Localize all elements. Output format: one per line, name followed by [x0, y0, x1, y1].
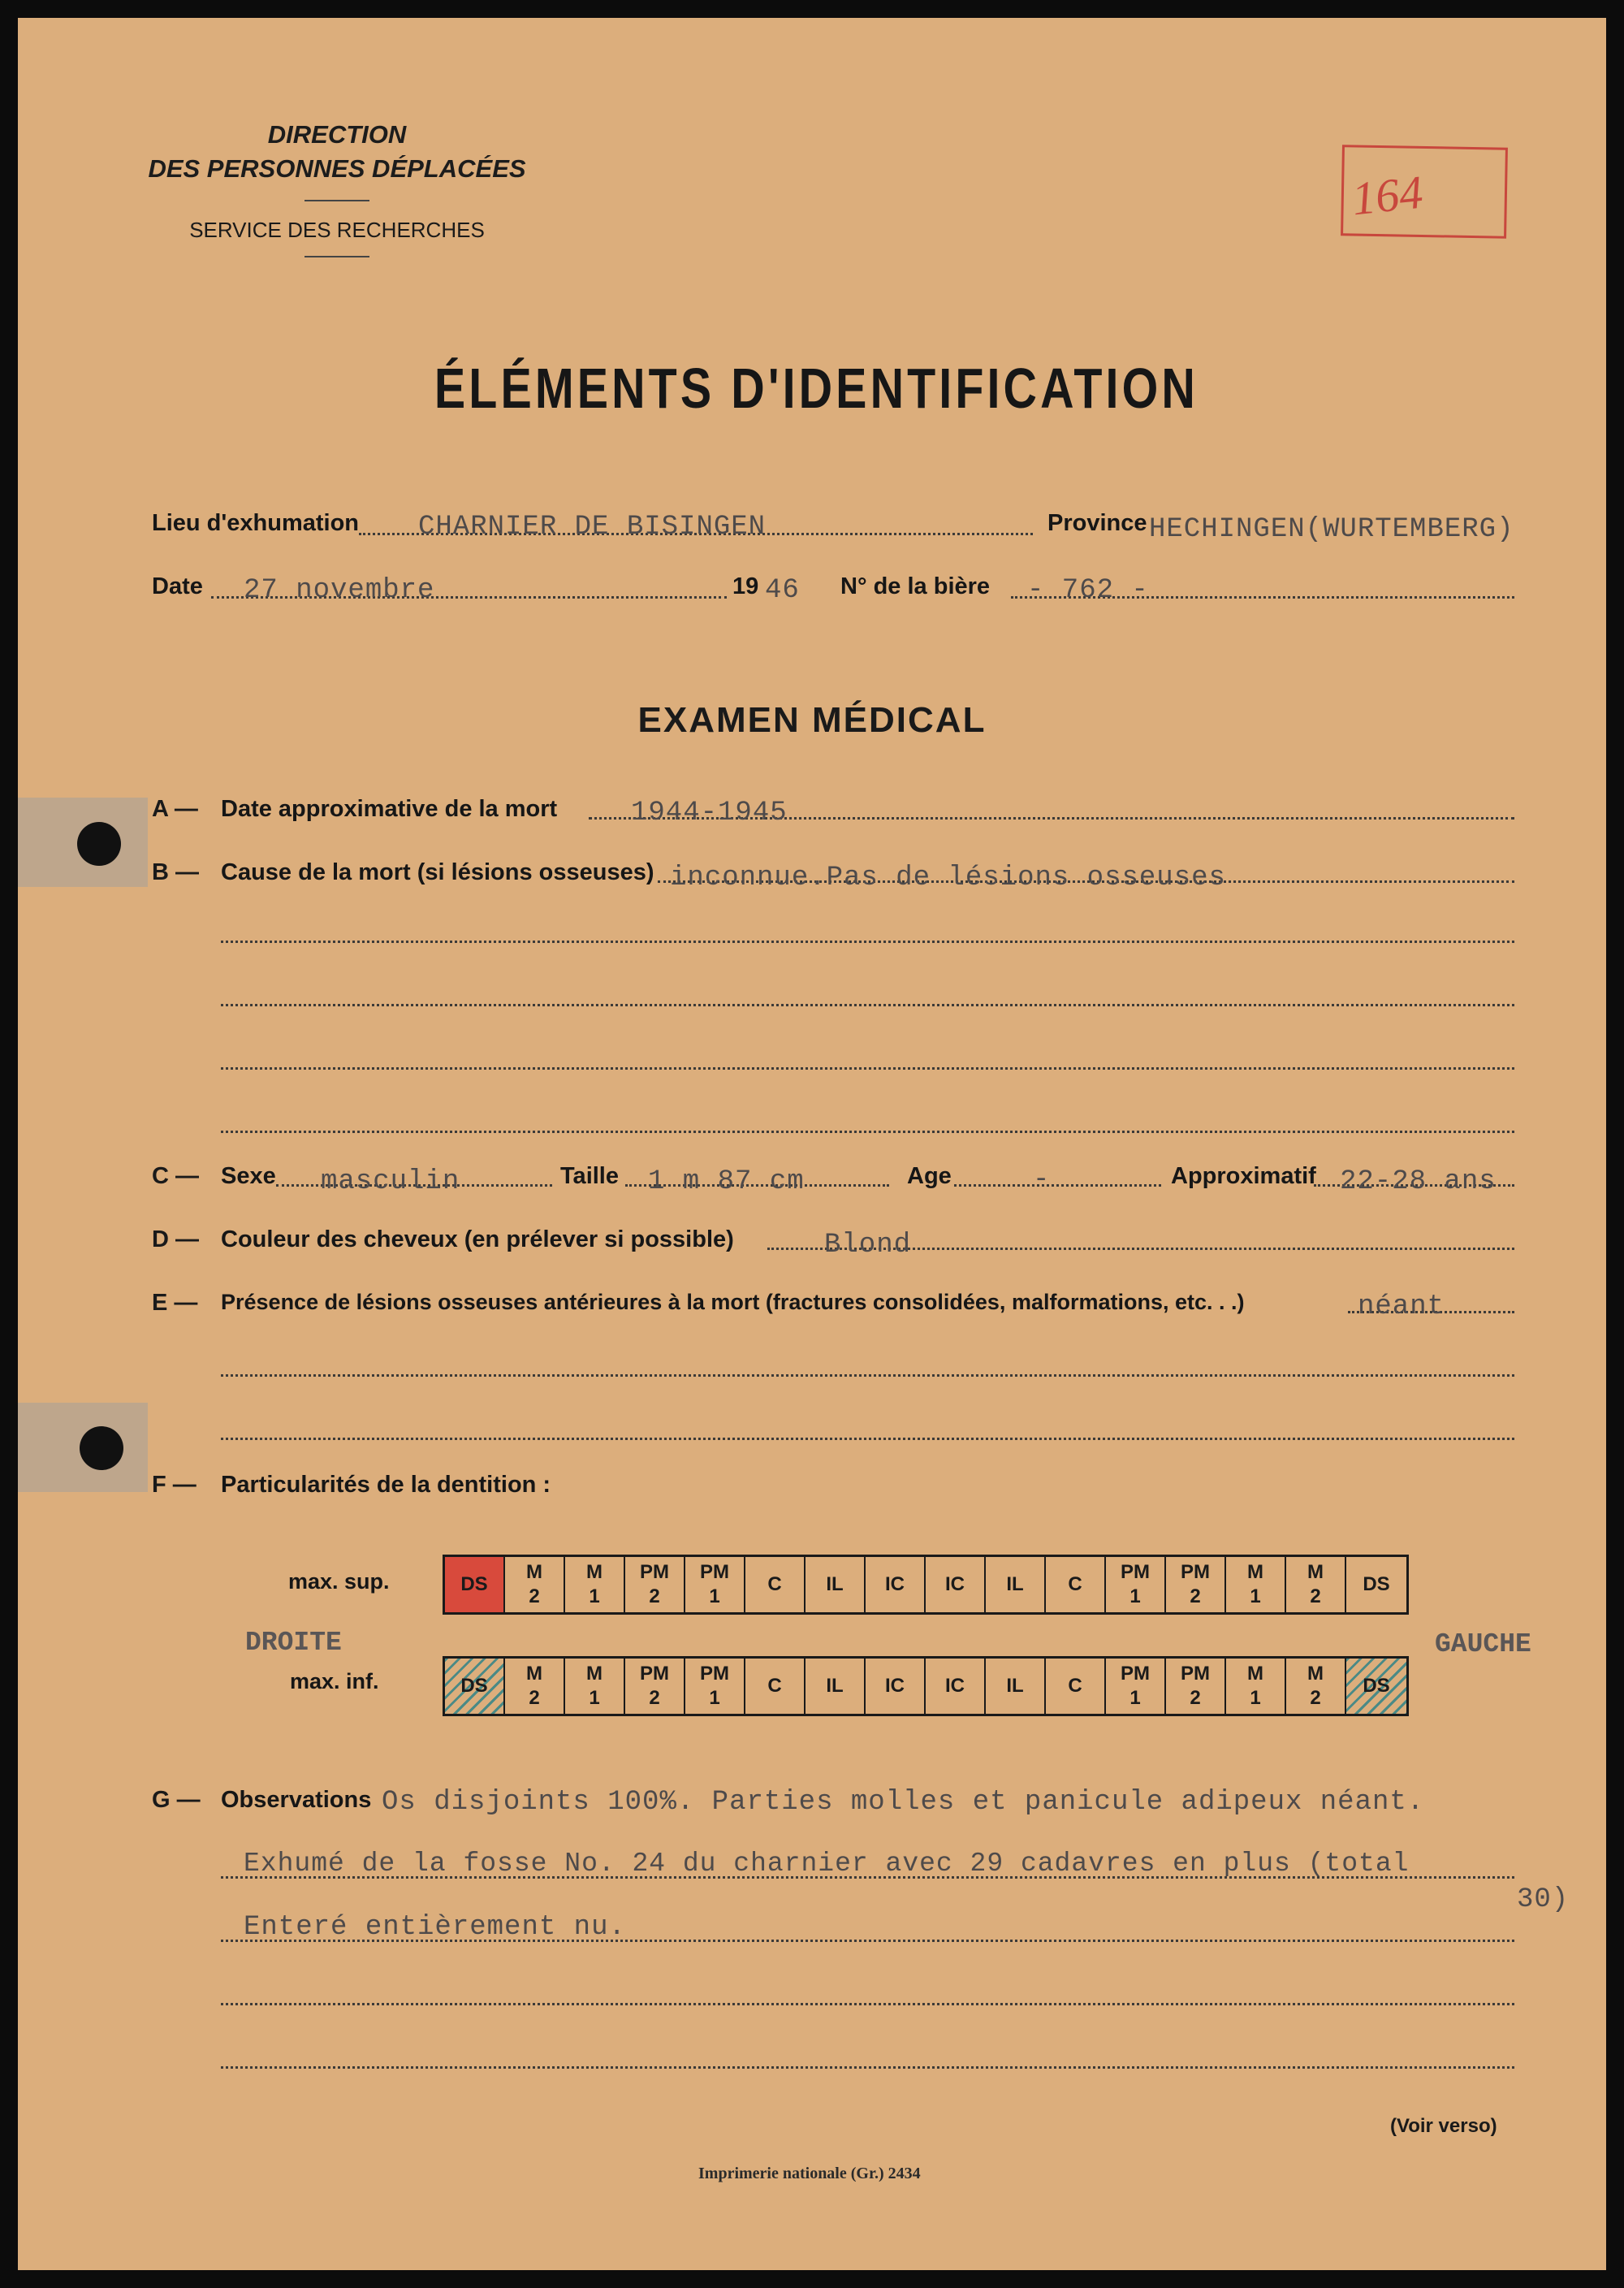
- inf-tooth-11: [1106, 1659, 1166, 1714]
- inf-tooth-5: [745, 1659, 806, 1714]
- tooth-code: PM: [1121, 1561, 1150, 1583]
- age-value: -: [1033, 1165, 1051, 1196]
- item-d-value: Blond: [824, 1230, 912, 1261]
- item-b-letter: B —: [152, 859, 199, 885]
- service-name: SERVICE DES RECHERCHES: [189, 218, 485, 242]
- max-inf-label: max. inf.: [290, 1669, 379, 1693]
- obs-line-1: Os disjoints 100%. Parties molles et panicule adipeux néant.: [382, 1787, 1425, 1818]
- inf-tooth-9: [986, 1659, 1046, 1714]
- item-e-label: Présence de lésions osseuses antérieures à la mort (fractures consolidées, malformations, etc. . .): [221, 1290, 1245, 1314]
- sup-tooth-8: [926, 1557, 986, 1612]
- tooth-code: M: [526, 1561, 542, 1583]
- tooth-code: DS: [460, 1573, 488, 1595]
- header-rule: [304, 200, 369, 201]
- org-line-2: DES PERSONNES DÉPLACÉES: [148, 154, 526, 183]
- tooth-number: 1: [709, 1585, 720, 1607]
- tooth-code: DS: [1363, 1675, 1390, 1697]
- sup-tooth-0: [445, 1557, 505, 1612]
- sup-tooth-12: [1166, 1557, 1226, 1612]
- header-rule: [304, 256, 369, 257]
- sexe-label: Sexe: [221, 1163, 276, 1189]
- upper-teeth-chart: [443, 1555, 1409, 1615]
- tooth-code: C: [767, 1573, 782, 1595]
- item-b-value: inconnue.Pas de lésions osseuses: [670, 863, 1226, 893]
- inf-tooth-6: [806, 1659, 866, 1714]
- blank-line: [221, 941, 1514, 943]
- voir-verso: (Voir verso): [1390, 2115, 1497, 2137]
- item-f-letter: F —: [152, 1472, 197, 1498]
- tooth-code: IC: [945, 1675, 965, 1697]
- tooth-number: 2: [1190, 1585, 1201, 1607]
- tooth-code: C: [1068, 1675, 1082, 1697]
- tooth-number: 1: [589, 1687, 600, 1709]
- age-dots: [954, 1184, 1161, 1187]
- item-d-letter: D —: [152, 1226, 199, 1252]
- blank-line: [221, 1438, 1514, 1440]
- date-value: 27 novembre: [244, 575, 435, 606]
- obs-line-3: Enteré entièrement nu.: [244, 1912, 626, 1943]
- sup-tooth-2: [565, 1557, 625, 1612]
- tooth-code: M: [586, 1663, 603, 1685]
- tooth-code: IL: [1006, 1573, 1024, 1595]
- lower-teeth-chart: [443, 1656, 1409, 1716]
- tooth-number: 1: [1129, 1687, 1141, 1709]
- tooth-number: 1: [709, 1687, 720, 1709]
- item-g-letter: G —: [152, 1787, 201, 1813]
- age-label: Age: [907, 1163, 952, 1189]
- tooth-number: 2: [1190, 1687, 1201, 1709]
- sup-tooth-14: [1286, 1557, 1346, 1612]
- inf-tooth-10: [1046, 1659, 1106, 1714]
- punch-hole: [77, 822, 121, 866]
- tooth-code: PM: [700, 1561, 729, 1583]
- tooth-code: M: [1307, 1561, 1324, 1583]
- tooth-code: PM: [1181, 1663, 1210, 1685]
- province-label: Province: [1047, 510, 1147, 536]
- approx-value: 22-28 ans: [1340, 1166, 1497, 1197]
- sup-tooth-6: [806, 1557, 866, 1612]
- tooth-number: 1: [589, 1585, 600, 1607]
- sup-tooth-5: [745, 1557, 806, 1612]
- inf-tooth-3: [625, 1659, 685, 1714]
- taille-value: 1 m 87 cm: [648, 1166, 805, 1197]
- tooth-code: DS: [1363, 1573, 1390, 1595]
- tooth-number: 2: [529, 1585, 540, 1607]
- max-sup-label: max. sup.: [288, 1569, 390, 1594]
- tooth-code: M: [1247, 1561, 1263, 1583]
- biere-value: - 762 -: [1027, 575, 1149, 606]
- year-prefix: 19: [732, 573, 759, 599]
- year-value: 46: [765, 575, 800, 606]
- item-a-label: Date approximative de la mort: [221, 796, 558, 822]
- tooth-code: IC: [885, 1675, 905, 1697]
- sup-tooth-15: [1346, 1557, 1406, 1612]
- inf-tooth-0: [445, 1659, 505, 1714]
- tooth-number: 2: [529, 1687, 540, 1709]
- sup-tooth-11: [1106, 1557, 1166, 1612]
- item-a-value: 1944-1945: [631, 798, 788, 828]
- tooth-code: PM: [640, 1561, 669, 1583]
- item-g-label: Observations: [221, 1787, 372, 1813]
- inf-tooth-8: [926, 1659, 986, 1714]
- stamp-number: 164: [1349, 165, 1426, 226]
- inf-tooth-1: [505, 1659, 565, 1714]
- inf-tooth-7: [866, 1659, 926, 1714]
- date-label: Date: [152, 573, 203, 599]
- tooth-code: M: [526, 1663, 542, 1685]
- item-d-label: Couleur des cheveux (en prélever si possible): [221, 1226, 734, 1252]
- obs-line-2: Exhumé de la fosse No. 24 du charnier avec 29 cadavres en plus (total: [244, 1849, 1410, 1879]
- tooth-code: PM: [1121, 1663, 1150, 1685]
- inf-tooth-15: [1346, 1659, 1406, 1714]
- inf-tooth-4: [685, 1659, 745, 1714]
- tooth-code: C: [767, 1675, 782, 1697]
- page-title: ÉLÉMENTS D'IDENTIFICATION: [434, 357, 1199, 420]
- lieu-value: CHARNIER DE BISINGEN: [418, 512, 767, 543]
- sup-tooth-4: [685, 1557, 745, 1612]
- tooth-number: 1: [1250, 1585, 1261, 1607]
- inf-tooth-14: [1286, 1659, 1346, 1714]
- sup-tooth-7: [866, 1557, 926, 1612]
- printer-footer: Imprimerie nationale (Gr.) 2434: [698, 2165, 921, 2182]
- tooth-number: 1: [1129, 1585, 1141, 1607]
- droite-label: DROITE: [245, 1628, 342, 1658]
- sexe-value: masculin: [321, 1166, 460, 1197]
- item-e-value: néant: [1358, 1291, 1445, 1322]
- sup-tooth-10: [1046, 1557, 1106, 1612]
- lieu-label: Lieu d'exhumation: [152, 510, 360, 536]
- tooth-code: IL: [826, 1573, 844, 1595]
- obs-line-2b: 30): [1517, 1884, 1570, 1915]
- sup-tooth-13: [1226, 1557, 1286, 1612]
- tooth-code: M: [586, 1561, 603, 1583]
- taille-label: Taille: [560, 1163, 619, 1189]
- blank-line: [221, 1067, 1514, 1070]
- sup-tooth-9: [986, 1557, 1046, 1612]
- tooth-code: DS: [460, 1675, 488, 1697]
- tooth-code: PM: [700, 1663, 729, 1685]
- tooth-number: 1: [1250, 1687, 1261, 1709]
- tooth-number: 2: [1310, 1585, 1321, 1607]
- section-title: EXAMEN MÉDICAL: [637, 700, 987, 740]
- item-e-letter: E —: [152, 1290, 198, 1316]
- tooth-code: C: [1068, 1573, 1082, 1595]
- blank-line: [221, 2066, 1514, 2069]
- inf-tooth-13: [1226, 1659, 1286, 1714]
- tooth-code: IL: [1006, 1675, 1024, 1697]
- tooth-number: 2: [649, 1687, 660, 1709]
- tooth-code: IC: [885, 1573, 905, 1595]
- tooth-code: M: [1247, 1663, 1263, 1685]
- approx-label: Approximatif: [1171, 1163, 1316, 1189]
- province-value: HECHINGEN(WURTEMBERG): [1149, 514, 1514, 545]
- org-line-1: DIRECTION: [267, 120, 407, 149]
- sup-tooth-1: [505, 1557, 565, 1612]
- inf-tooth-12: [1166, 1659, 1226, 1714]
- inf-tooth-2: [565, 1659, 625, 1714]
- tooth-number: 2: [1310, 1687, 1321, 1709]
- blank-line: [221, 2003, 1514, 2005]
- blank-line: [221, 1004, 1514, 1006]
- tooth-code: M: [1307, 1663, 1324, 1685]
- gauche-label: GAUCHE: [1435, 1629, 1531, 1659]
- punch-hole: [80, 1426, 123, 1470]
- tooth-code: PM: [1181, 1561, 1210, 1583]
- item-c-letter: C —: [152, 1163, 199, 1189]
- blank-line: [221, 1131, 1514, 1133]
- tooth-code: PM: [640, 1663, 669, 1685]
- biere-label: N° de la bière: [840, 573, 991, 599]
- tooth-code: IL: [826, 1675, 844, 1697]
- item-f-label: Particularités de la dentition :: [221, 1472, 551, 1498]
- item-a-letter: A —: [152, 796, 198, 822]
- tooth-code: IC: [945, 1573, 965, 1595]
- item-b-label: Cause de la mort (si lésions osseuses): [221, 859, 654, 885]
- sup-tooth-3: [625, 1557, 685, 1612]
- blank-line: [221, 1374, 1514, 1377]
- tooth-number: 2: [649, 1585, 660, 1607]
